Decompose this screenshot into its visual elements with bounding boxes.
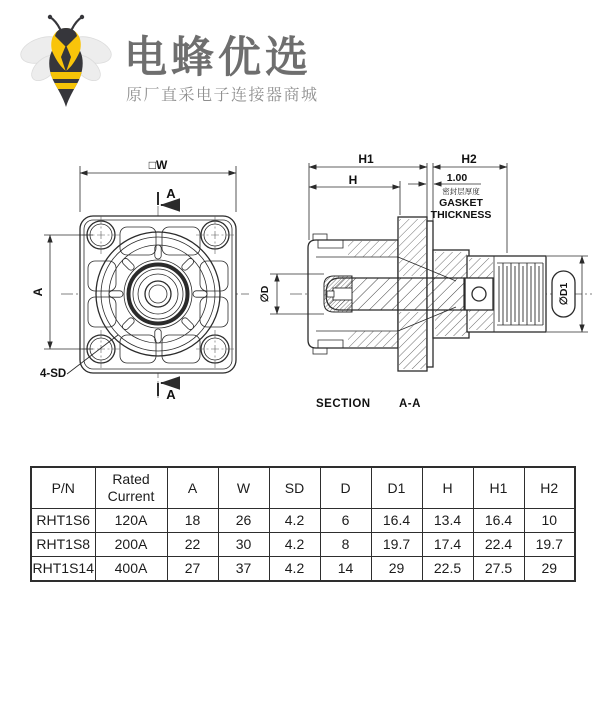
front-view xyxy=(31,158,249,402)
width-dim-label: □W xyxy=(148,158,168,172)
table-header-cell-w: W xyxy=(218,467,269,509)
gasket-callout xyxy=(408,172,491,221)
table-header-cell-a: A xyxy=(167,467,218,509)
table-cell: 22 xyxy=(167,533,218,557)
table-row xyxy=(31,557,575,582)
h-dim-label: H xyxy=(348,173,358,187)
section-view xyxy=(259,152,592,410)
table-cell: 6 xyxy=(320,509,371,533)
table-cell: 18 xyxy=(167,509,218,533)
table-header-cell-d: D xyxy=(320,467,371,509)
table-cell: 30 xyxy=(218,533,269,557)
brand-name: 电蜂优选 xyxy=(124,34,312,82)
h1-dim-label: H1 xyxy=(358,152,374,166)
outer-diameter-dimension xyxy=(547,256,588,332)
gasket-value-label: 1.00 xyxy=(446,172,468,184)
table-header-cell-d1: D1 xyxy=(371,467,422,509)
table-cell: RHT1S14 xyxy=(31,557,95,582)
table-header-cell-rated-current: Rated Current xyxy=(95,467,167,509)
gasket-en-label-1: GASKET xyxy=(439,197,483,209)
table-cell: 37 xyxy=(218,557,269,582)
table-header-cell-h: H xyxy=(422,467,473,509)
table-cell: 29 xyxy=(371,557,422,582)
table-header-cell-h1: H1 xyxy=(473,467,524,509)
table-cell: RHT1S6 xyxy=(31,509,95,533)
height-dim-label: A xyxy=(31,287,45,297)
spec-table xyxy=(30,466,576,582)
holes-callout-label: 4-SD xyxy=(40,368,67,380)
h2-dim-label: H2 xyxy=(461,152,477,166)
table-cell: 13.4 xyxy=(422,509,473,533)
table-cell: 16.4 xyxy=(371,509,422,533)
table-cell: 120A xyxy=(95,509,167,533)
table-cell: 29 xyxy=(524,557,575,582)
table-cell: 8 xyxy=(320,533,371,557)
table-row xyxy=(31,533,575,557)
table-cell: 16.4 xyxy=(473,509,524,533)
table-cell: 19.7 xyxy=(524,533,575,557)
section-caption-ref: A-A xyxy=(399,398,421,410)
outer-dim-label: ∅D1 xyxy=(558,282,570,306)
table-cell: 4.2 xyxy=(269,557,320,582)
gasket-cn-label: 密封层厚度 xyxy=(442,187,480,196)
table-header-row xyxy=(31,467,575,509)
table-cell: RHT1S8 xyxy=(31,533,95,557)
table-cell: 27 xyxy=(167,557,218,582)
brand-tagline: 原厂直采电子连接器商城 xyxy=(126,87,319,104)
table-cell: 17.4 xyxy=(422,533,473,557)
table-cell: 27.5 xyxy=(473,557,524,582)
table-cell: 26 xyxy=(218,509,269,533)
section-caption-word: SECTION xyxy=(316,398,371,410)
bore-dim-label: ∅D xyxy=(259,285,271,303)
table-cell: 200A xyxy=(95,533,167,557)
table-cell: 4.2 xyxy=(269,509,320,533)
table-cell: 400A xyxy=(95,557,167,582)
section-arrow-label-top: A xyxy=(166,186,176,201)
table-header-cell-sd: SD xyxy=(269,467,320,509)
section-arrow-label-bottom: A xyxy=(166,387,176,402)
table-cell: 22.4 xyxy=(473,533,524,557)
table-cell: 4.2 xyxy=(269,533,320,557)
table-cell: 10 xyxy=(524,509,575,533)
table-header-cell-h2: H2 xyxy=(524,467,575,509)
table-cell: 19.7 xyxy=(371,533,422,557)
table-row xyxy=(31,509,575,533)
bore-diameter-dimension xyxy=(259,274,277,314)
table-header-cell-pn: P/N xyxy=(31,467,95,509)
table-cell: 22.5 xyxy=(422,557,473,582)
table-cell: 14 xyxy=(320,557,371,582)
gasket-en-label-2: THICKNESS xyxy=(430,209,492,221)
